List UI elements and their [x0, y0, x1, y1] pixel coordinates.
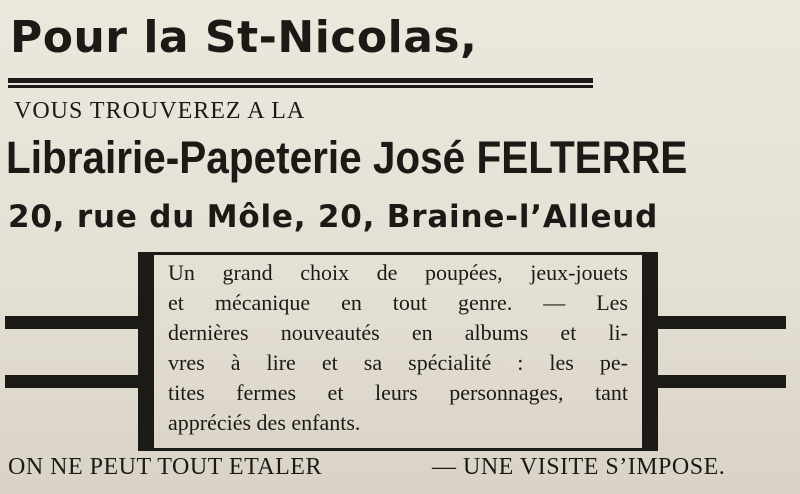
box-line: vres à lire et sa spécialité : les pe-	[168, 350, 628, 375]
footer-left-text: ON NE PEUT TOUT ETALER	[8, 454, 322, 480]
box-line: tites fermes et leurs personnages, tant	[168, 380, 628, 405]
left-decorative-bar-bottom	[5, 375, 138, 388]
box-border-top	[138, 252, 658, 255]
right-decorative-bar-top	[658, 316, 786, 329]
right-decorative-bar-bottom	[658, 375, 786, 388]
left-decorative-bar-top	[5, 316, 138, 329]
footer-right-text: — UNE VISITE S’IMPOSE.	[432, 454, 726, 480]
shop-name: Librairie-Papeterie José FELTERRE	[6, 132, 688, 183]
headline: Pour la St-Nicolas,	[10, 12, 478, 63]
box-line: Un grand choix de poupées, jeux-jouets	[168, 260, 628, 285]
box-line: dernières nouveautés en albums et li-	[168, 320, 628, 345]
box-line: appréciés des enfants.	[168, 410, 361, 435]
box-border-right	[642, 252, 658, 451]
subline: VOUS TROUVEREZ A LA	[14, 98, 306, 124]
box-description	[168, 258, 628, 438]
box-border-left	[138, 252, 154, 451]
box-border-bottom	[138, 448, 658, 451]
box-line: et mécanique en tout genre. — Les	[168, 290, 628, 315]
shop-address: 20, rue du Môle, 20, Braine-l’Alleud	[8, 199, 659, 235]
headline-double-rule	[8, 78, 593, 88]
